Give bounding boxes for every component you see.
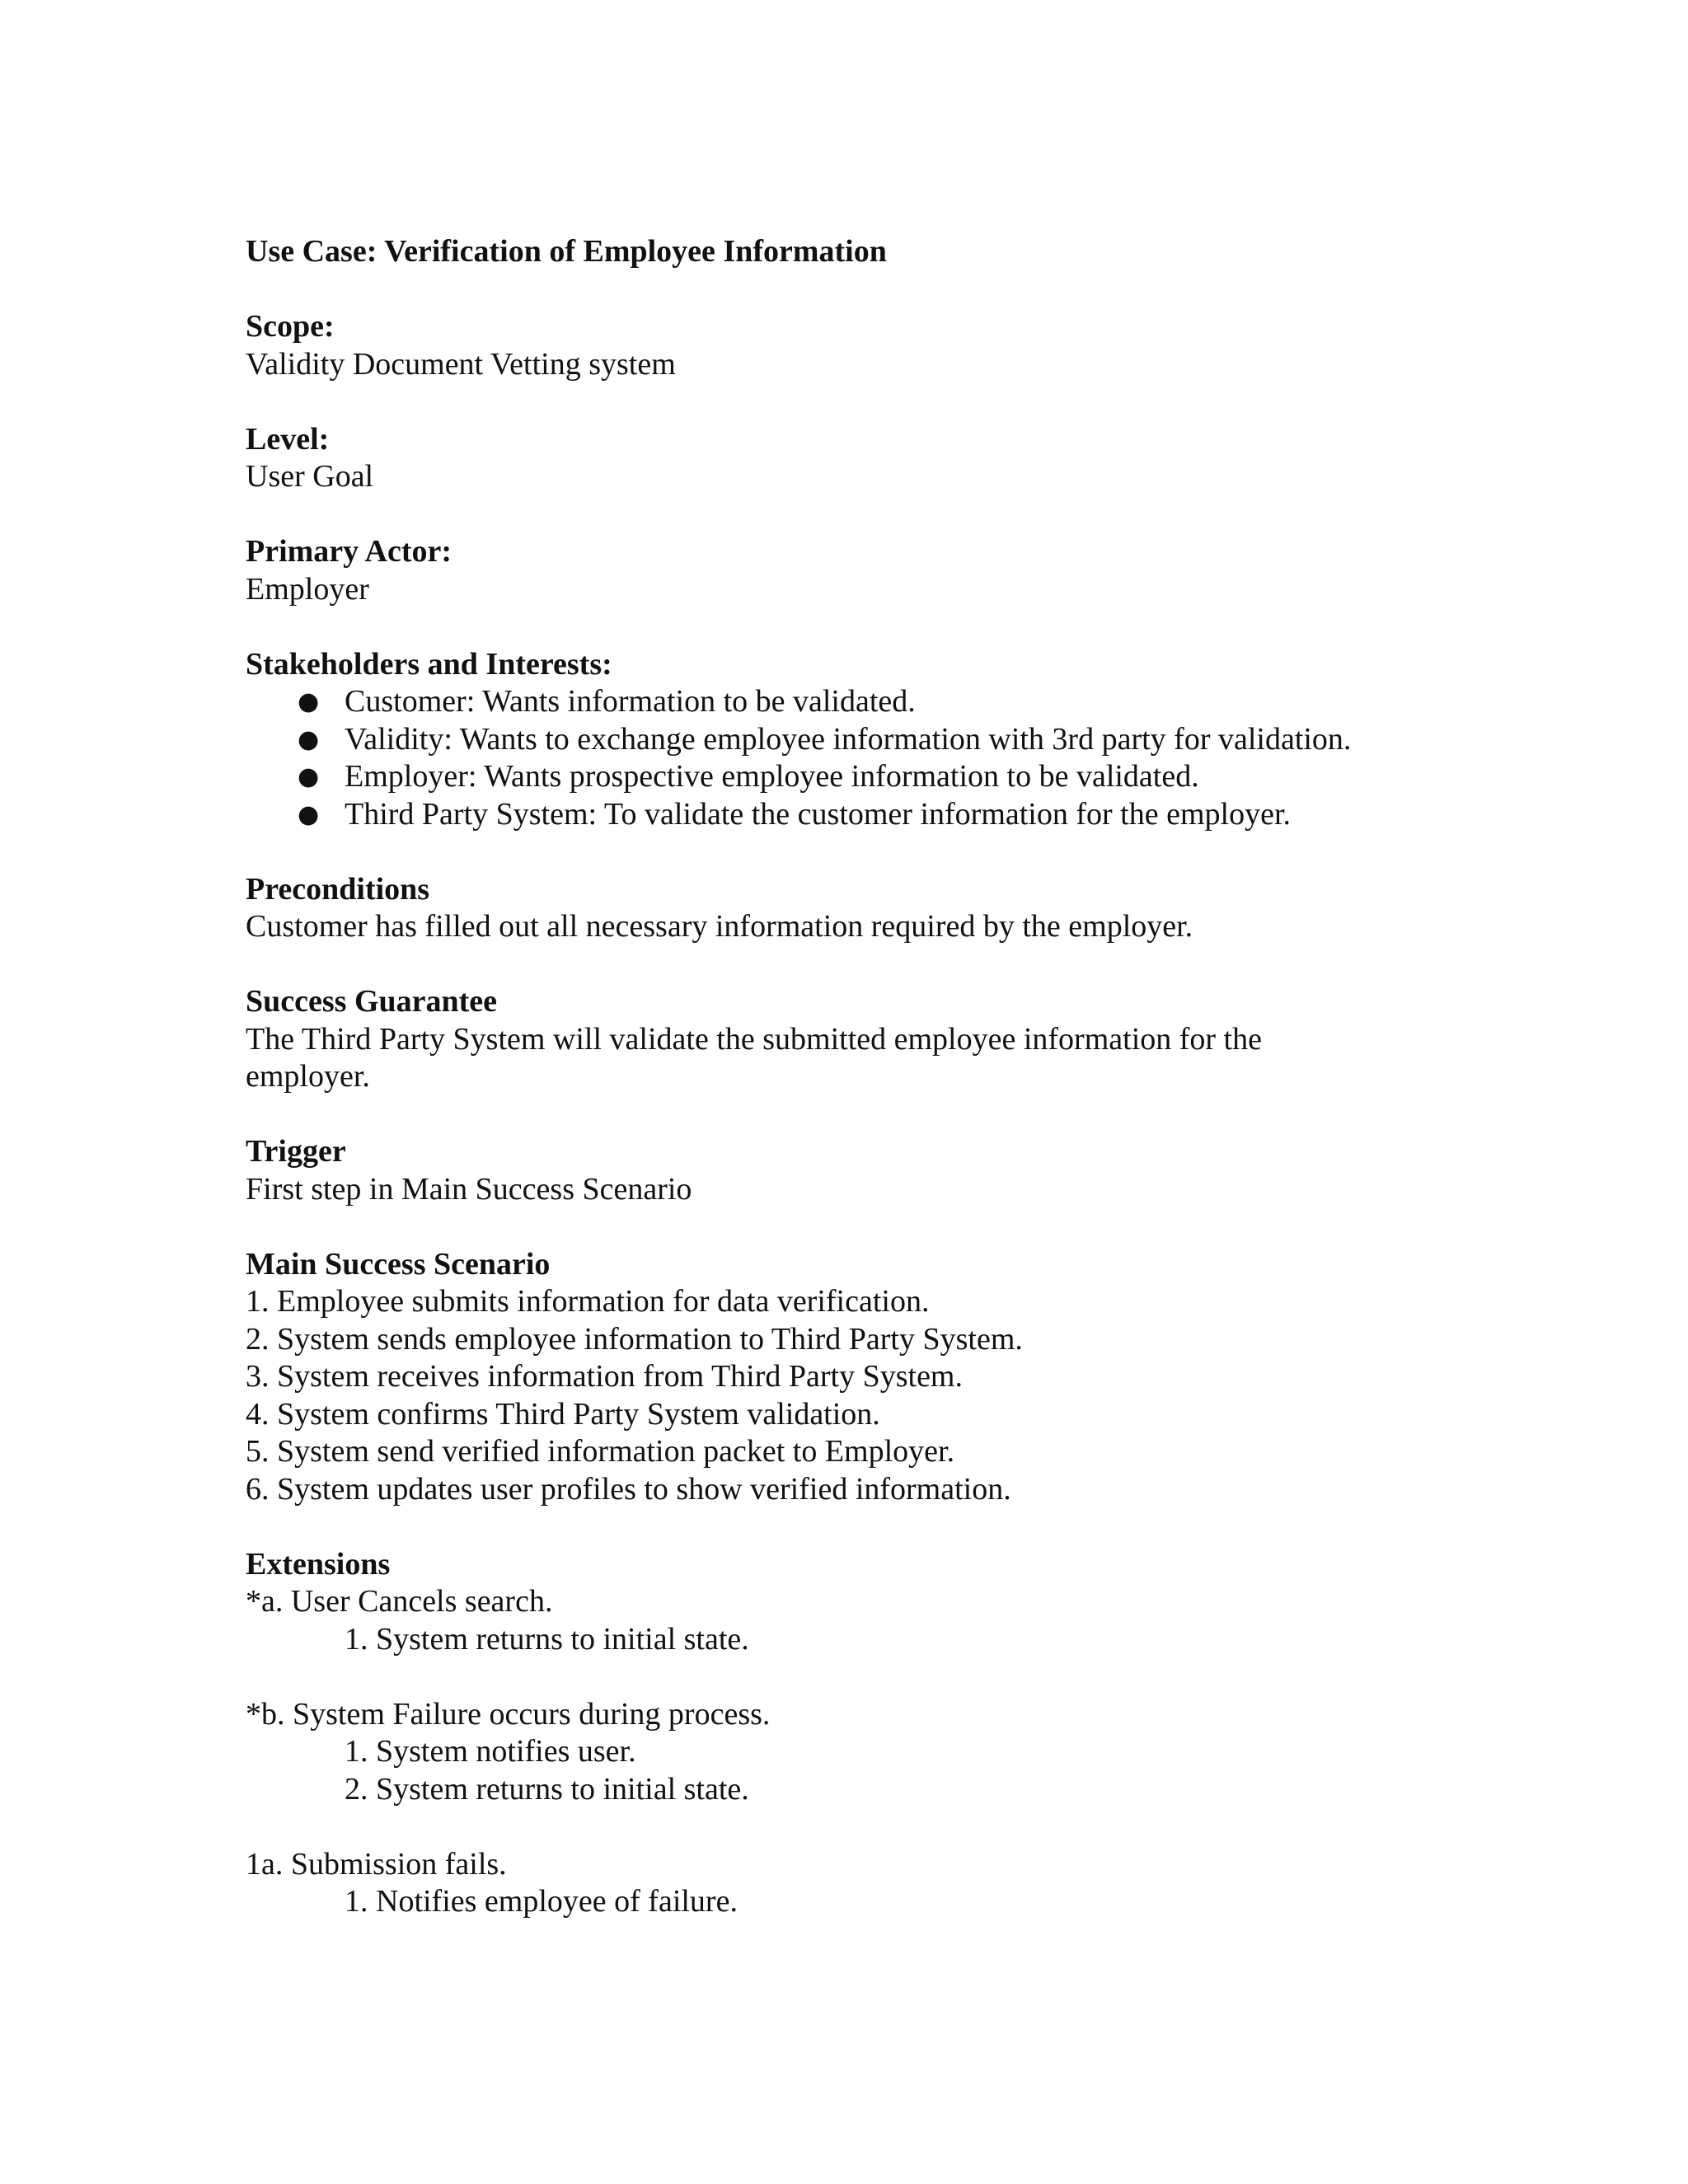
preconditions-text: Customer has filled out all necessary information required by the employer.: [246, 909, 1193, 944]
bullet-icon: ●: [298, 762, 320, 791]
stakeholders-list: [246, 683, 1449, 833]
scenario-step: 5. System send verified information packet to Employer.: [246, 1434, 955, 1469]
primary-actor-section: [246, 533, 1449, 608]
level-text: User Goal: [246, 459, 374, 494]
stakeholders-heading: Stakeholders and Interests:: [246, 646, 612, 682]
level-heading: Level:: [246, 421, 330, 457]
spacer: [246, 1658, 1449, 1696]
level-section: [246, 421, 1449, 496]
extension-a-label: *a. User Cancels search.: [246, 1584, 553, 1619]
list-item: [246, 796, 1449, 834]
list-item-text: Customer: Wants information to be validated.: [345, 684, 916, 719]
bullet-icon: ●: [298, 799, 320, 829]
scenario-step: 1. Employee submits information for data verification.: [246, 1284, 930, 1319]
scope-heading: Scope:: [246, 309, 335, 344]
scope-text: Validity Document Vetting system: [246, 346, 676, 382]
trigger-section: [246, 1133, 1449, 1208]
trigger-heading: Trigger: [246, 1134, 346, 1169]
scope-section: [246, 308, 1449, 383]
list-item-text: Third Party System: To validate the customer information for the employer.: [345, 796, 1291, 832]
scenario-step: 3. System receives information from Third Party System.: [246, 1359, 963, 1394]
spacer: [246, 1808, 1449, 1846]
list-item-text: Validity: Wants to exchange employee information with 3rd party for validation.: [345, 721, 1352, 757]
spacer: [246, 1208, 1449, 1246]
main-success-scenario-heading: Main Success Scenario: [246, 1246, 551, 1282]
bullet-icon: ●: [298, 724, 320, 754]
extension-step: 1. System notifies user.: [345, 1734, 636, 1769]
spacer: [246, 383, 1449, 421]
extension-step: 1. System returns to initial state.: [345, 1621, 749, 1657]
spacer: [246, 608, 1449, 646]
list-item: [246, 721, 1449, 759]
list-item-text: Employer: Wants prospective employee information to be validated.: [345, 759, 1199, 794]
scenario-step: 2. System sends employee information to Third Party System.: [246, 1321, 1023, 1357]
extension-1a-label: 1a. Submission fails.: [246, 1846, 507, 1882]
extension-b-label: *b. System Failure occurs during process.: [246, 1696, 771, 1732]
list-item: [246, 683, 1449, 721]
preconditions-section: [246, 871, 1449, 946]
extension-step: 1. Notifies employee of failure.: [345, 1884, 738, 1919]
extension-step: 2. System returns to initial state.: [345, 1771, 749, 1807]
bullet-icon: ●: [298, 687, 320, 716]
scenario-step: 6. System updates user profiles to show verified information.: [246, 1471, 1011, 1507]
list-item: [246, 758, 1449, 796]
success-guarantee-section: [246, 983, 1449, 1096]
extensions-section: [246, 1546, 1449, 1921]
document-page: [246, 233, 1449, 1921]
primary-actor-text: Employer: [246, 571, 369, 607]
success-guarantee-heading: Success Guarantee: [246, 984, 498, 1019]
extensions-heading: Extensions: [246, 1546, 391, 1582]
main-success-scenario-section: [246, 1246, 1449, 1509]
success-guarantee-text-line-2: employer.: [246, 1059, 370, 1094]
spacer: [246, 1508, 1449, 1546]
preconditions-heading: Preconditions: [246, 871, 430, 907]
spacer: [246, 1096, 1449, 1134]
spacer: [246, 496, 1449, 534]
success-guarantee-text-line-1: The Third Party System will validate the submitted employee information for the: [246, 1021, 1262, 1057]
spacer: [246, 833, 1449, 871]
trigger-text: First step in Main Success Scenario: [246, 1171, 692, 1207]
stakeholders-section: [246, 646, 1449, 834]
spacer: [246, 271, 1449, 309]
scenario-step: 4. System confirms Third Party System validation.: [246, 1396, 880, 1432]
spacer: [246, 946, 1449, 984]
document-title: Use Case: Verification of Employee Information: [246, 234, 887, 269]
primary-actor-heading: Primary Actor:: [246, 534, 452, 569]
